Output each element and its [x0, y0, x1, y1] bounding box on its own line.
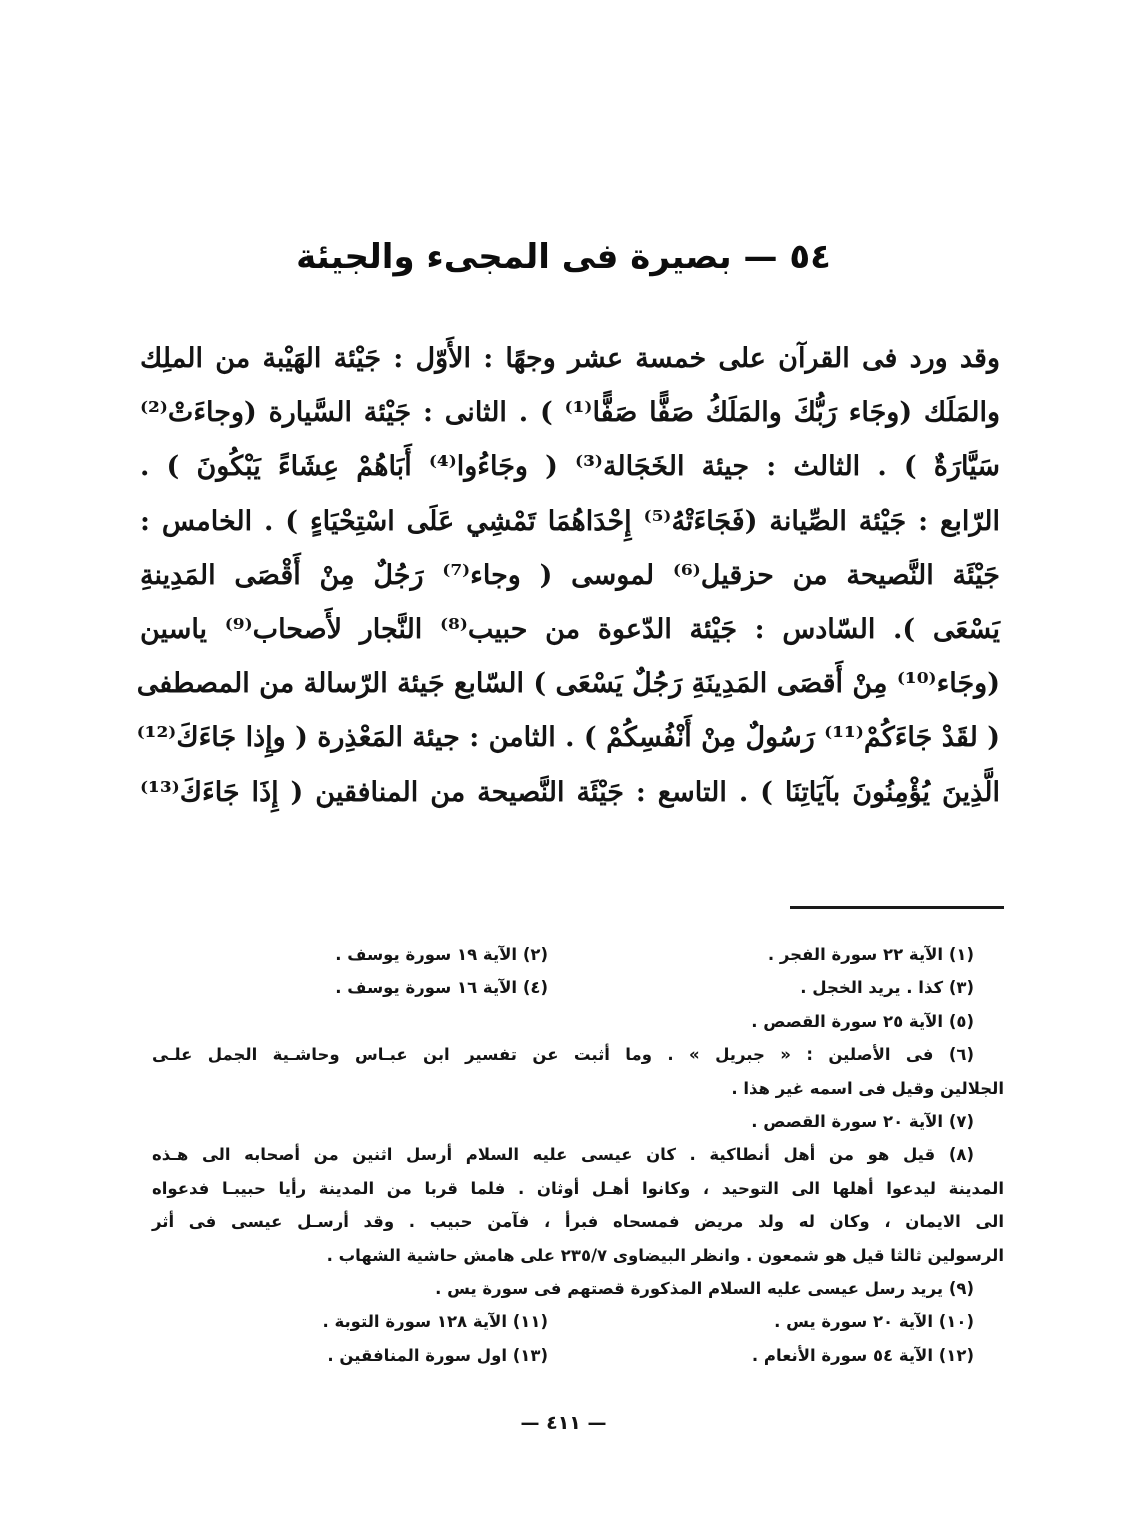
footnote-3: (٣) كذا . يريد الخجل . [800, 978, 974, 998]
footnote-10: (١٠) الآية ٢٠ سورة يس . [774, 1312, 974, 1332]
footnote-row [152, 1005, 1004, 1038]
footnote-6-line: (٦) فى الأصلين : « جبريل » . وما أثبت عن تفسير ابن عبـاس وحاشـية الجمل علـى [152, 1045, 974, 1065]
body-line: (وجَاء⁽¹⁰⁾ مِنْ أَقصَى المَدِينَةِ رَجُلٌ يَسْعَى ) السّابع جَيئة الرّسالة من المصطفى [136, 668, 1000, 700]
footnote-divider [790, 906, 1004, 909]
footnote-9: (٩) يريد رسل عيسى عليه السلام المذكورة قصتهم فى سورة يس . [435, 1278, 974, 1298]
body-line: الرّابع : جَيْئة الصِّيانة (فَجَاءَتْهُ⁽⁵⁾ إِحْدَاهُمَا تَمْشِي عَلَى اسْتِحْيَاءٍ ) . الخامس : [140, 505, 1000, 537]
footnote-4: (٤) الآية ١٦ سورة يوسف . [335, 978, 548, 998]
body-line: وقد ورد فى القرآن على خمسة عشر وجهًا : الأَوّل : جَيْئة الهَيْبة من الملِك [140, 343, 1000, 374]
footnote-8-line: (٨) قيل هو من أهل أنطاكية . كان عيسى عليه السلام أرسل اثنين من أصحابه الى هـذه [152, 1145, 974, 1165]
body-line: جَيْئَة النَّصيحة من حزقيل⁽⁶⁾ لموسى ( وجاء⁽⁷⁾ رَجُلٌ مِنْ أَقْصَى المَدِينةِ [140, 559, 1000, 591]
footnote-row [152, 1138, 1004, 1171]
footnotes [152, 938, 1004, 1372]
footnote-7: (٧) الآية ٢٠ سورة القصص . [751, 1111, 974, 1131]
footnote-13: (١٣) اول سورة المنافقين . [327, 1345, 548, 1365]
footnote-row [152, 1239, 1004, 1272]
footnote-12: (١٢) الآية ٥٤ سورة الأنعام . [751, 1345, 974, 1365]
footnote-11: (١١) الآية ١٢٨ سورة التوبة . [322, 1312, 548, 1332]
body-text [136, 332, 1001, 820]
body-line: ( لقَدْ جَاءَكُمْ⁽¹¹⁾ رَسُولٌ مِنْ أَنْفُسِكُمْ ) . الثامن : جيئة المَعْذِرة ( وإِذا جَاءَكَ⁽¹²⁾ [136, 722, 1000, 754]
section-heading: ٥٤ — بصيرة فى المجىء والجيئة [296, 237, 831, 277]
body-line: سَيَّارَةٌ ) . الثالث : جيئة الخَجَالة⁽³⁾ ( وجَاءُوا⁽⁴⁾ أَبَاهُمْ عِشَاءً يَبْكُونَ ) . [140, 451, 1000, 483]
footnote-row [152, 1105, 1004, 1138]
footnote-row [152, 1305, 1004, 1338]
footnote-2: (٢) الآية ١٩ سورة يوسف . [335, 945, 548, 964]
footnote-row [152, 1072, 1004, 1105]
footnote-8-line: المدينة ليدعوا أهلها الى التوحيد ، وكانوا أهـل أوثان . فلما قربا من المدينة رأيا حبيبـا فدعواه [152, 1178, 1004, 1198]
footnote-row [152, 971, 1004, 1004]
body-line: والمَلَك (وجَاء رَبُّكَ والمَلَكُ صَفًّا صَفًّا⁽¹⁾ ) . الثانى : جَيْئة السَّيارة (وجاءَتْ⁽²⁾ [140, 397, 1000, 429]
footnote-row [152, 1272, 1004, 1305]
footnote-row [152, 1172, 1004, 1205]
body-line: يَسْعَى ). السّادس : جَيْئة الدّعوة من حبيب⁽⁸⁾ النَّجار لأَصحاب⁽⁹⁾ ياسين [140, 613, 1001, 645]
footnote-row [152, 938, 1004, 971]
footnote-8-line: الى الايمان ، وكان له ولد مريض فمسحاه فبرأ ، فآمن حبيب . وقد أرسـل عيسى فى أثر [152, 1212, 1004, 1232]
body-line: الَّذِينَ يُؤْمِنُونَ بآيَاتِنَا ) . التاسع : جَيْئَة النَّصيحة من المنافقين ( إِذَا جَاءَكَ⁽¹³⁾ [140, 776, 1000, 808]
footnote-row [152, 1205, 1004, 1238]
page-number: — ٤١١ — [520, 1412, 607, 1434]
footnote-6-line: الجلالين وقيل فى اسمه غير هذا . [731, 1078, 1004, 1098]
footnote-5: (٥) الآية ٢٥ سورة القصص . [751, 1011, 974, 1031]
footnote-row [152, 1339, 1004, 1372]
footnote-1: (١) الآية ٢٢ سورة الفجر . [767, 945, 974, 964]
footnote-row [152, 1038, 1004, 1071]
footnote-8-line: الرسولين ثالثا قيل هو شمعون . وانظر البيضاوى ٢٣٥/٧ على هامش حاشية الشهاب . [326, 1245, 1004, 1265]
